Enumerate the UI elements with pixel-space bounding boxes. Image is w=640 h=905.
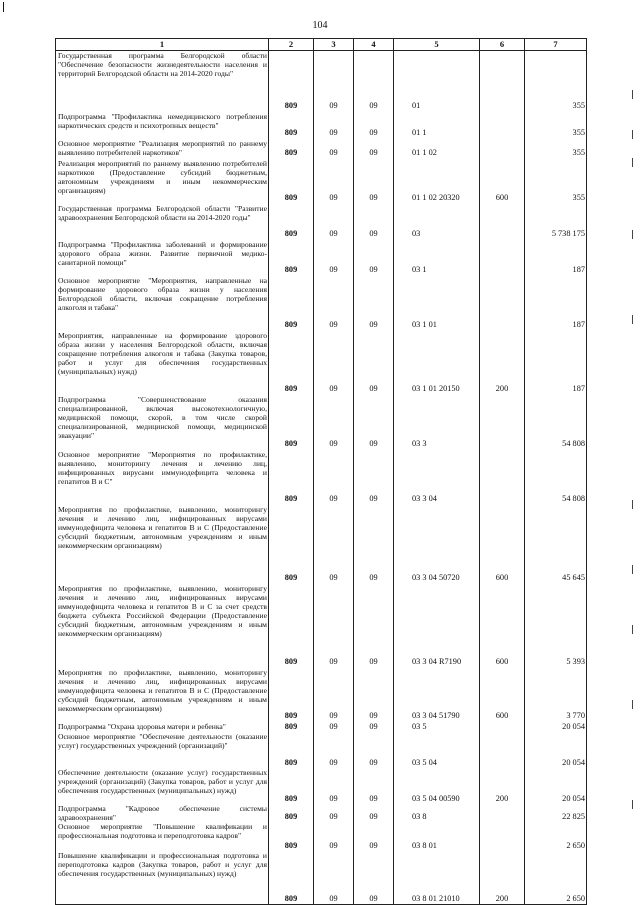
row-expense-type (480, 204, 525, 240)
row-subsection: 09 (354, 139, 394, 159)
row-sum: 45 645 (525, 505, 587, 584)
row-sum: 2 650 (525, 822, 587, 851)
row-expense-type (480, 112, 525, 139)
column-header-section: 3 (314, 39, 354, 51)
row-section: 09 (314, 276, 354, 331)
row-sum: 20 054 (525, 722, 587, 732)
row-target-article: 03 5 04 00590 (394, 768, 480, 804)
row-sum: 187 (525, 276, 587, 331)
table-row (56, 851, 587, 905)
row-expense-type (480, 240, 525, 276)
row-sum: 187 (525, 331, 587, 395)
table-row (56, 240, 587, 276)
row-section: 09 (314, 112, 354, 139)
row-grbs: 809 (269, 722, 314, 732)
table-row (56, 822, 587, 851)
row-expense-type (480, 395, 525, 450)
row-subsection: 09 (354, 159, 394, 204)
scan-mark (632, 230, 633, 239)
scan-mark (632, 565, 633, 574)
row-expense-type (480, 450, 525, 505)
row-grbs: 809 (269, 395, 314, 450)
row-section: 09 (314, 584, 354, 668)
row-subsection: 09 (354, 804, 394, 822)
row-expense-type: 200 (480, 851, 525, 905)
row-description: Подпрограмма "Профилактика немедицинского потребления наркотических средств и психотропных веществ" (56, 112, 269, 139)
table-header-row (56, 39, 587, 51)
row-sum: 20 054 (525, 768, 587, 804)
row-sum: 187 (525, 240, 587, 276)
row-target-article: 03 8 01 21010 (394, 851, 480, 905)
row-grbs: 809 (269, 139, 314, 159)
row-grbs: 809 (269, 584, 314, 668)
table-row (56, 505, 587, 584)
scan-mark (632, 90, 633, 99)
row-expense-type (480, 732, 525, 768)
scan-mark (632, 800, 633, 809)
row-expense-type: 200 (480, 768, 525, 804)
row-grbs: 809 (269, 276, 314, 331)
row-subsection: 09 (354, 331, 394, 395)
row-grbs: 809 (269, 732, 314, 768)
table-row (56, 450, 587, 505)
row-sum: 54 808 (525, 395, 587, 450)
scan-mark (632, 500, 633, 509)
row-subsection: 09 (354, 668, 394, 722)
column-header-expense-type: 6 (480, 39, 525, 51)
row-target-article: 03 8 01 (394, 822, 480, 851)
row-subsection: 09 (354, 822, 394, 851)
row-target-article: 03 3 04 51790 (394, 668, 480, 722)
row-section: 09 (314, 732, 354, 768)
row-sum: 54 808 (525, 450, 587, 505)
scan-mark (632, 158, 633, 167)
row-expense-type: 600 (480, 505, 525, 584)
row-section: 09 (314, 768, 354, 804)
row-subsection: 09 (354, 851, 394, 905)
row-description: Основное мероприятие "Реализация мероприятий по раннему выявлению потребителей наркотиков" (56, 139, 269, 159)
row-subsection: 09 (354, 112, 394, 139)
column-header-sum: 7 (525, 39, 587, 51)
row-description: Мероприятия по профилактике, выявлению, мониторингу лечения и лечению лиц, инфицированных вирусами иммунодефицита человека и гепатитов B и C (Предоставление субсидий бюджетным, автономным учреждениям и иным некоммерческим организациям) (56, 668, 269, 722)
row-section: 09 (314, 722, 354, 732)
row-target-article: 03 1 (394, 240, 480, 276)
row-section: 09 (314, 505, 354, 584)
row-subsection: 09 (354, 240, 394, 276)
row-section: 09 (314, 240, 354, 276)
row-grbs: 809 (269, 331, 314, 395)
row-sum: 3 770 (525, 668, 587, 722)
table-row (56, 804, 587, 822)
row-subsection: 09 (354, 722, 394, 732)
table-row (56, 732, 587, 768)
row-subsection: 09 (354, 584, 394, 668)
table-row (56, 331, 587, 395)
table-row (56, 276, 587, 331)
row-grbs: 809 (269, 112, 314, 139)
table-row (56, 112, 587, 139)
row-description: Основное мероприятие "Обеспечение деятельности (оказание услуг) государственных учреждений (организаций)" (56, 732, 269, 768)
row-section: 09 (314, 668, 354, 722)
row-subsection: 09 (354, 732, 394, 768)
row-expense-type: 600 (480, 668, 525, 722)
column-header-description: 1 (56, 39, 269, 51)
row-expense-type (480, 276, 525, 331)
row-grbs: 809 (269, 159, 314, 204)
scan-mark (632, 130, 633, 139)
row-subsection: 09 (354, 276, 394, 331)
row-target-article: 03 3 (394, 395, 480, 450)
table-row (56, 668, 587, 722)
row-sum: 5 393 (525, 584, 587, 668)
row-grbs: 809 (269, 822, 314, 851)
row-subsection: 09 (354, 505, 394, 584)
row-grbs: 809 (269, 768, 314, 804)
row-description: Основное мероприятие "Повышение квалификации и профессиональная подготовка и переподготовка кадров" (56, 822, 269, 851)
row-target-article: 03 (394, 204, 480, 240)
row-target-article: 01 (394, 51, 480, 112)
row-description: Подпрограмма "Профилактика заболеваний и формирование здорового образа жизни. Развитие первичной медико-санитарной помощи" (56, 240, 269, 276)
row-expense-type (480, 139, 525, 159)
row-sum: 355 (525, 112, 587, 139)
binding-mark (3, 2, 4, 12)
row-expense-type: 200 (480, 331, 525, 395)
row-description: Обеспечение деятельности (оказание услуг) государственных учреждений (организаций) (Закупка товаров, работ и услуг для обеспечения государственных (муниципальных) нужд) (56, 768, 269, 804)
row-sum: 355 (525, 51, 587, 112)
row-grbs: 809 (269, 851, 314, 905)
row-section: 09 (314, 395, 354, 450)
table-row (56, 722, 587, 732)
row-description: Подпрограмма "Кадровое обеспечение системы здравоохранения" (56, 804, 269, 822)
table-row (56, 584, 587, 668)
table-row (56, 159, 587, 204)
row-sum: 355 (525, 139, 587, 159)
row-grbs: 809 (269, 668, 314, 722)
table-body (56, 51, 587, 905)
row-description: Основное мероприятие "Мероприятия, направленные на формирование здорового образа жизни у населения Белгородской области, включая сокращение потребления алкоголя и табака" (56, 276, 269, 331)
row-description: Государственная программа Белгородской области "Обеспечение безопасности жизнедеятельности населения и территорий Белгородской области на 2014-2020 годы" (56, 51, 269, 112)
row-description: Мероприятия по профилактике, выявлению, мониторингу лечения и лечению лиц, инфицированных вирусами иммунодефицита человека и гепатитов B и C (Предоставление субсидий бюджетным, автономным учреждениям и иным некоммерческим организациям) (56, 505, 269, 584)
row-target-article: 01 1 (394, 112, 480, 139)
row-description: Государственная программа Белгородской области "Развитие здравоохранения Белгородской области на 2014-2020 годы" (56, 204, 269, 240)
row-target-article: 03 1 01 20150 (394, 331, 480, 395)
row-expense-type (480, 822, 525, 851)
row-subsection: 09 (354, 768, 394, 804)
scan-mark (632, 315, 633, 324)
table-row (56, 51, 587, 112)
row-section: 09 (314, 159, 354, 204)
row-description: Повышение квалификации и профессиональная подготовка и переподготовка кадров (Закупка товаров, работ и услуг для обеспечения государственных (муниципальных) нужд) (56, 851, 269, 905)
column-header-subsection: 4 (354, 39, 394, 51)
row-section: 09 (314, 851, 354, 905)
row-target-article: 01 1 02 (394, 139, 480, 159)
row-target-article: 03 3 04 (394, 450, 480, 505)
row-grbs: 809 (269, 804, 314, 822)
row-subsection: 09 (354, 450, 394, 505)
row-description: Основное мероприятие "Мероприятия по профилактике, выявлению, мониторингу лечения и лечению лиц, инфицированных вирусами иммунодефицита человека и гепатитов B и C" (56, 450, 269, 505)
table-row (56, 204, 587, 240)
row-grbs: 809 (269, 204, 314, 240)
row-subsection: 09 (354, 204, 394, 240)
scan-mark (632, 700, 633, 709)
row-subsection: 09 (354, 51, 394, 112)
row-target-article: 03 5 04 (394, 732, 480, 768)
row-target-article: 03 5 (394, 722, 480, 732)
row-expense-type (480, 804, 525, 822)
row-target-article: 03 3 04 50720 (394, 505, 480, 584)
row-section: 09 (314, 204, 354, 240)
row-description: Подпрограмма "Охрана здоровья матери и ребенка" (56, 722, 269, 732)
row-section: 09 (314, 139, 354, 159)
row-description: Подпрограмма "Совершенствование оказания специализированной, включая высокотехнологичную, медицинской помощи, скорой, в том числе скорой специализированной, медицинской помощи, медицинской эвакуации" (56, 395, 269, 450)
row-grbs: 809 (269, 505, 314, 584)
row-section: 09 (314, 450, 354, 505)
table-row (56, 395, 587, 450)
table-row (56, 139, 587, 159)
row-grbs: 809 (269, 240, 314, 276)
row-section: 09 (314, 804, 354, 822)
row-section: 09 (314, 51, 354, 112)
row-description: Реализация мероприятий по раннему выявлению потребителей наркотиков (Предоставление субсидий бюджетным, автономным учреждениям и иным некоммерческим организациям) (56, 159, 269, 204)
column-header-target-article: 5 (394, 39, 480, 51)
row-sum: 5 738 175 (525, 204, 587, 240)
row-expense-type (480, 51, 525, 112)
row-sum: 2 650 (525, 851, 587, 905)
row-sum: 355 (525, 159, 587, 204)
page-number: 104 (312, 20, 328, 31)
row-grbs: 809 (269, 450, 314, 505)
row-expense-type: 600 (480, 159, 525, 204)
row-expense-type: 600 (480, 584, 525, 668)
table-row (56, 768, 587, 804)
column-header-grbs: 2 (269, 39, 314, 51)
row-section: 09 (314, 331, 354, 395)
scan-mark (632, 625, 633, 634)
row-target-article: 03 1 01 (394, 276, 480, 331)
row-section: 09 (314, 822, 354, 851)
row-subsection: 09 (354, 395, 394, 450)
row-description: Мероприятия по профилактике, выявлению, мониторингу лечения и лечению лиц, инфицированных вирусами иммунодефицита человека и гепатитов B и C за счет средств бюджета субъекта Российской Федерации (Предоставление субсидий бюджетным, автономным учреждениям и иным некоммерческим организациям) (56, 584, 269, 668)
row-description: Мероприятия, направленные на формирование здорового образа жизни у населения Белгородской области, включая сокращение потребления алкоголя и табака (Закупка товаров, работ и услуг для обеспечения государственных (муниципальных) нужд) (56, 331, 269, 395)
row-target-article: 03 3 04 R7190 (394, 584, 480, 668)
row-target-article: 01 1 02 20320 (394, 159, 480, 204)
row-sum: 22 825 (525, 804, 587, 822)
row-sum: 20 054 (525, 732, 587, 768)
budget-table (55, 38, 587, 905)
row-expense-type (480, 722, 525, 732)
row-grbs: 809 (269, 51, 314, 112)
row-target-article: 03 8 (394, 804, 480, 822)
